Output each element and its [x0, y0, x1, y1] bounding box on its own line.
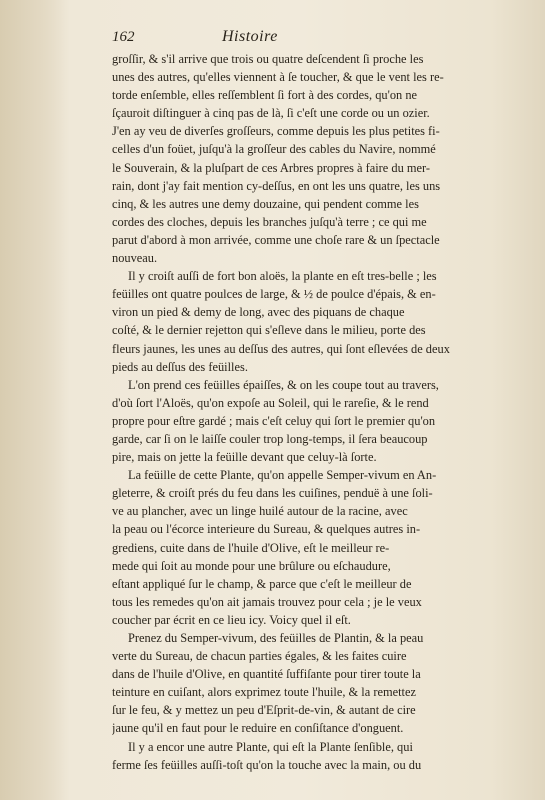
running-title: Histoire: [222, 28, 278, 45]
text-line: rain, dont j'ay fait mention cy-deſſus, en ont les uns quatre, les uns: [112, 178, 441, 193]
text-line: coſté, & le dernier rejetton qui s'eſleve dans le milieu, porte des: [112, 323, 426, 338]
text-line: feüilles ont quatre poulces de large, & ½ de poulce d'épais, & en-: [112, 287, 436, 302]
page-gutter-shadow: [0, 0, 70, 800]
paragraph-1: [112, 50, 518, 267]
text-line: eſtant appliqué ſur le champ, & parce que c'eſt le meilleur de: [112, 576, 412, 591]
text-line: Prenez du Semper-vivum, des feüilles de Plantin, & la peau: [128, 631, 424, 645]
text-line: d'où ſort l'Aloës, qu'on expoſe au Soleil, qui le rareſie, & le rend: [112, 395, 429, 410]
page-header: [112, 28, 521, 46]
text-line: mede qui ſoit au monde pour une brûlure ou eſchaudure,: [112, 558, 391, 573]
text-line: nouveau.: [112, 251, 158, 266]
text-line: dans de l'huile d'Olive, en quantité ſuffiſante pour tirer toute la: [112, 667, 421, 682]
text-line: propre pour eſtre gardé ; mais c'eſt celuy qui ſort le premier qu'on: [112, 413, 436, 428]
text-line: ve au plancher, avec un linge huilé autour de la racine, avec: [112, 504, 408, 519]
text-line: gleterre, & croiſt prés du feu dans les cuiſines, penduë à une ſoli-: [112, 486, 433, 501]
text-line: La feüille de cette Plante, qu'on appelle Semper-vivum en An-: [128, 468, 437, 483]
text-line: garde, car ſi on le laiſſe couler trop long-temps, il ſera beaucoup: [112, 431, 428, 446]
text-line: pieds au deſſus des feüilles.: [112, 359, 248, 374]
paragraph-6: [112, 738, 518, 774]
text-line: viron un pied & demy de long, avec des piquans de chaque: [112, 305, 405, 320]
page-body: [112, 50, 518, 774]
text-line: J'en ay veu de diverſes groſſeurs, comme depuis les plus petites fi-: [112, 124, 440, 139]
text-line: teinture en cuiſant, alors exprimez toute l'huile, & la remettez: [112, 685, 416, 700]
text-line: tous les remedes qu'on ait jamais trouvez pour cela ; je le veux: [112, 594, 422, 609]
paragraph-3: [112, 376, 518, 466]
text-line: la peau ou l'écorce interieure du Sureau, & quelques autres in-: [112, 522, 421, 537]
text-line: groſſir, & s'il arrive que trois ou quatre deſcendent ſi proche les: [112, 52, 424, 66]
text-line: jaune qu'il en faut pour le reduire en conſiſtance d'onguent.: [112, 721, 404, 736]
text-line: ſçauroit diſtinguer à cinq pas de là, ſi c'eſt une corde ou un ozier.: [112, 106, 430, 121]
text-line: coucher par écrit en ce lieu icy. Voicy quel il eſt.: [112, 612, 351, 627]
text-line: cordes des cloches, depuis les branches juſqu'à terre ; ce qui me: [112, 214, 427, 229]
text-line: celles d'un foüet, juſqu'à la groſſeur des cables du Navire, nommé: [112, 142, 436, 157]
text-line: grediens, cuite dans de l'huile d'Olive, eſt le meilleur re-: [112, 540, 390, 555]
text-line: L'on prend ces feüilles épaiſſes, & on les coupe tout au travers,: [128, 377, 439, 392]
paragraph-4: [112, 466, 518, 629]
text-line: parut d'abord à mon arrivée, comme une choſe rare & un ſpectacle: [112, 232, 440, 247]
text-line: fleurs jaunes, les unes au deſſus des autres, qui ſont eſlevées de deux: [112, 341, 450, 356]
text-line: pire, mais on jette la feüille devant que celuy-là ſorte.: [112, 450, 377, 465]
text-line: torde enſemble, elles reſſemblent ſi fort à des cordes, qu'on ne: [112, 88, 418, 103]
page-number: 162: [112, 29, 135, 45]
text-line: ferme ſes feüilles auſſi-toſt qu'on la touche avec la main, ou du: [112, 757, 422, 772]
text-line: ſur le feu, & y mettez un peu d'Eſprit-de-vin, & autant de cire: [112, 703, 416, 718]
text-line: unes des autres, qu'elles viennent à ſe toucher, & que le vent les re-: [112, 70, 444, 85]
paragraph-2: [112, 267, 518, 376]
text-line: Il y croiſt auſſi de fort bon aloës, la plante en eſt tres-belle ; les: [128, 269, 437, 284]
text-line: cinq, & les autres une demy douzaine, qui pendent comme les: [112, 196, 419, 211]
text-line: Il y a encor une autre Plante, qui eſt la Plante ſenſible, qui: [128, 739, 413, 754]
text-line: verte du Sureau, de chacun parties égales, & les faites cuire: [112, 649, 407, 664]
paragraph-5: [112, 629, 518, 738]
text-line: le Souverain, & la pluſpart de ces Arbres propres à faire du mer-: [112, 160, 431, 175]
